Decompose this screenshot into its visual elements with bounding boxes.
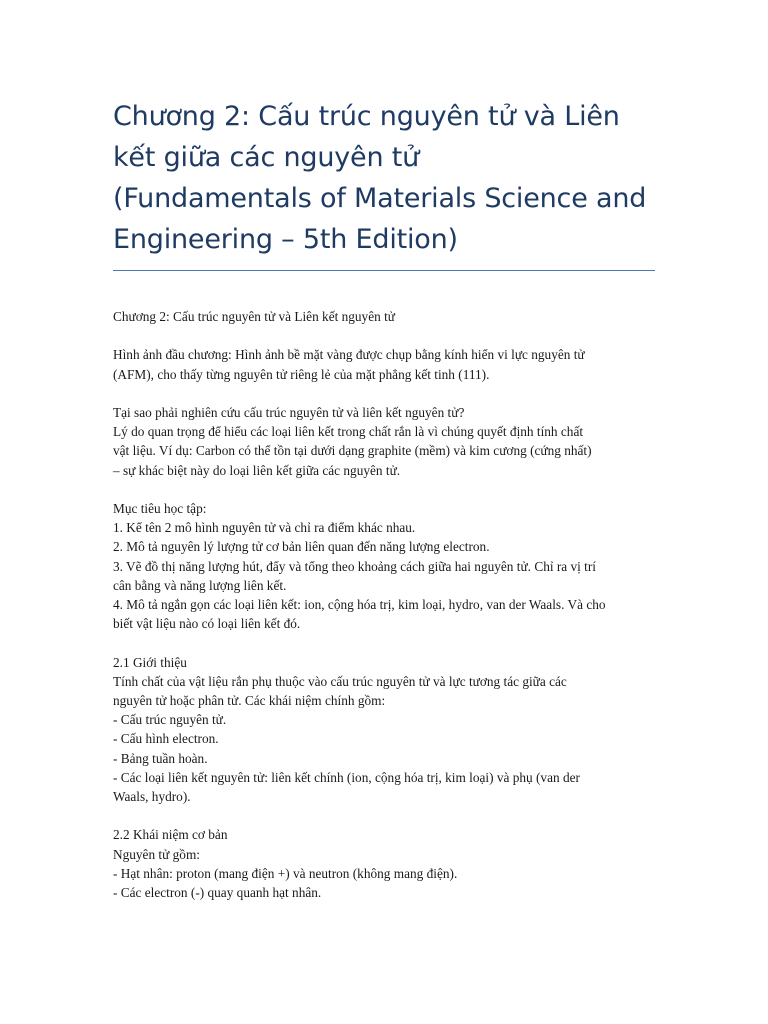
document-body (113, 307, 658, 902)
title-divider (113, 270, 655, 271)
list-item: - Hạt nhân: proton (mang điện +) và neutron (không mang điện). (113, 865, 458, 881)
list-item: - Cấu hình electron. (113, 731, 219, 747)
text-line: Tính chất của vật liệu rắn phụ thuộc vào cấu trúc nguyên tử và lực tương tác giữa các (113, 673, 567, 689)
list-item: 3. Vẽ đồ thị năng lượng hút, đẩy và tổng theo khoảng cách giữa hai nguyên tử. Chỉ ra vị trí (113, 558, 596, 574)
why-paragraph (113, 403, 658, 480)
list-item: - Cấu trúc nguyên tử. (113, 712, 227, 728)
document-page (113, 96, 658, 921)
list-item: 1. Kể tên 2 mô hình nguyên tử và chỉ ra điểm khác nhau. (113, 520, 416, 536)
list-item: - Các electron (-) quay quanh hạt nhân. (113, 885, 322, 901)
intro-paragraph (113, 345, 658, 383)
text-line: Hình ảnh đầu chương: Hình ảnh bề mặt vàng được chụp bằng kính hiển vi lực nguyên tử (113, 347, 585, 363)
title-line: Chương 2: Cấu trúc nguyên tử và Liên (113, 101, 620, 132)
text-line: Chương 2: Cấu trúc nguyên tử và Liên kết nguyên tử (113, 309, 395, 324)
list-item: - Bảng tuần hoàn. (113, 750, 208, 766)
title-line: kết giữa các nguyên tử (113, 142, 420, 173)
objectives-list (113, 499, 658, 633)
text-line: – sự khác biệt này do loại liên kết giữa các nguyên tử. (113, 462, 401, 478)
list-item: - Các loại liên kết nguyên tử: liên kết chính (ion, cộng hóa trị, kim loại) và phụ (van der (113, 769, 580, 785)
list-item: cân bằng và năng lượng liên kết. (113, 577, 287, 593)
section-heading: 2.2 Khái niệm cơ bản (113, 827, 228, 843)
list-item: Waals, hydro). (113, 789, 191, 805)
list-item: 4. Mô tả ngắn gọn các loại liên kết: ion, cộng hóa trị, kim loại, hydro, van der Waals. Và cho (113, 597, 606, 612)
text-line: (AFM), cho thấy từng nguyên tử riêng lẻ của mặt phẳng kết tinh (111). (113, 366, 490, 382)
section-2-1 (113, 653, 658, 807)
text-line: nguyên tử hoặc phân tử. Các khái niệm chính gồm: (113, 693, 386, 708)
title-line: Engineering – 5th Edition) (113, 224, 458, 255)
text-line: vật liệu. Ví dụ: Carbon có thể tồn tại dưới dạng graphite (mềm) và kim cương (cứng nhất) (113, 443, 592, 459)
title-line: (Fundamentals of Materials Science and (113, 183, 647, 214)
list-item: biết vật liệu nào có loại liên kết đó. (113, 616, 301, 632)
text-line: Nguyên tử gồm: (113, 846, 200, 862)
text-line: Mục tiêu học tập: (113, 500, 207, 516)
chapter-heading (113, 307, 658, 326)
section-heading: 2.1 Giới thiệu (113, 654, 187, 670)
section-2-2 (113, 825, 658, 902)
text-line: Lý do quan trọng để hiểu các loại liên kết trong chất rắn là vì chúng quyết định tính chất (113, 424, 584, 440)
list-item: 2. Mô tả nguyên lý lượng tử cơ bản liên quan đến năng lượng electron. (113, 539, 490, 555)
text-line: Tại sao phải nghiên cứu cấu trúc nguyên tử và liên kết nguyên tử? (113, 404, 465, 420)
document-title (113, 96, 658, 260)
